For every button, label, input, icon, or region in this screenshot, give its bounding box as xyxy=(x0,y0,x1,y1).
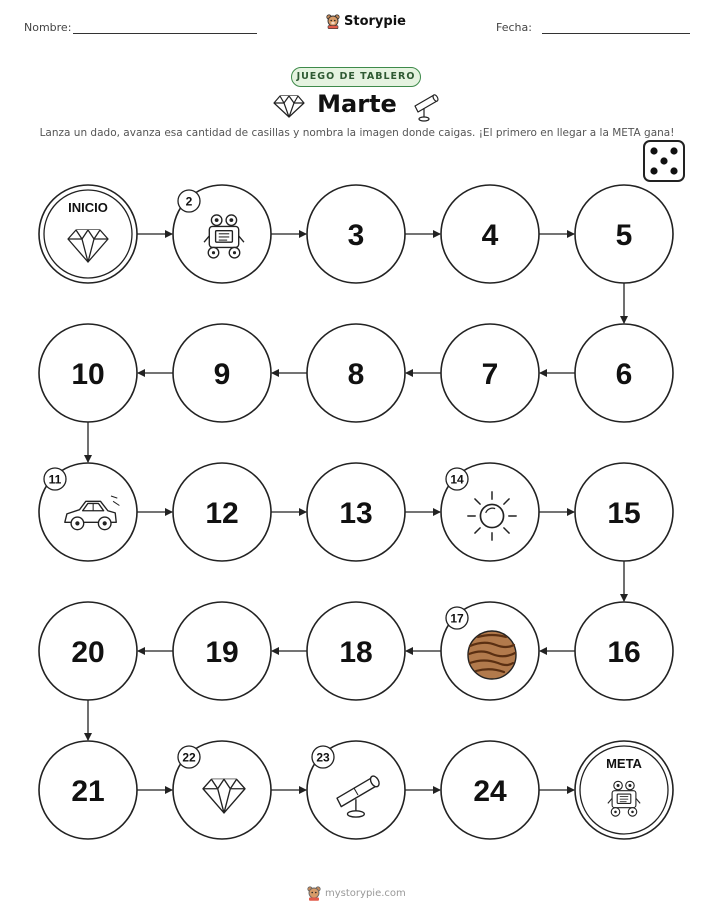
space-number: 3 xyxy=(347,219,365,252)
bear-mascot-icon xyxy=(307,885,321,901)
space-number: 21 xyxy=(71,775,105,808)
instructions: Lanza un dado, avanza esa cantidad de casillas y nombra la imagen donde caigas. ¡El primero en llegar a la META gana! xyxy=(39,127,675,139)
space-number: 20 xyxy=(71,636,105,669)
footer-url[interactable]: mystorypie.com xyxy=(325,887,406,899)
sun-icon xyxy=(468,492,516,540)
space-number: 14 xyxy=(450,472,464,487)
space-number: 22 xyxy=(182,750,196,765)
space-number: 13 xyxy=(339,497,373,530)
finish-label: META xyxy=(606,756,642,771)
date-label: Fecha: xyxy=(496,21,532,34)
brand-name: Storypie xyxy=(344,13,406,29)
space-number: 19 xyxy=(205,636,239,669)
space-number: 15 xyxy=(607,497,641,530)
space-number: 9 xyxy=(213,358,231,391)
space-number: 10 xyxy=(71,358,105,391)
planet-icon xyxy=(468,631,516,679)
space-number: 2 xyxy=(185,194,193,209)
space-number: 8 xyxy=(347,358,365,391)
space-number: 16 xyxy=(607,636,641,669)
game-type-tag: JUEGO DE TABLERO xyxy=(291,67,421,87)
name-label: Nombre: xyxy=(24,21,72,34)
space-number: 23 xyxy=(316,750,330,765)
start-label: INICIO xyxy=(68,200,108,215)
space-number: 5 xyxy=(615,219,633,252)
die-icon xyxy=(644,141,684,181)
space-number: 7 xyxy=(481,358,499,391)
space-number: 6 xyxy=(615,358,633,391)
page-title: Marte xyxy=(317,90,397,118)
space-number: 18 xyxy=(339,636,373,669)
space-number: 24 xyxy=(473,775,507,808)
space-number: 11 xyxy=(48,472,62,487)
space-number: 4 xyxy=(481,219,499,252)
space-number: 12 xyxy=(205,497,239,530)
space-number: 17 xyxy=(450,611,464,626)
footer xyxy=(307,885,406,901)
